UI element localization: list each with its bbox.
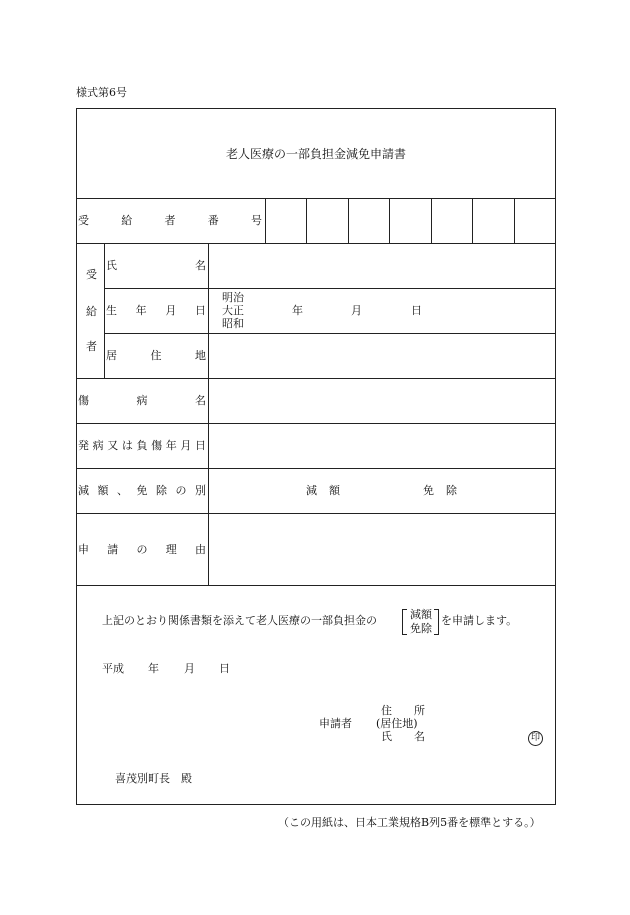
recipient-group-char: 受 xyxy=(86,268,97,281)
type-label: 減 額 、 免 除 の 別 xyxy=(78,484,206,497)
applicant-name-label: 氏 名 xyxy=(381,730,425,743)
number-cell-divider xyxy=(389,198,390,243)
row-divider xyxy=(104,333,556,334)
recipient-group-char: 給 xyxy=(86,305,97,318)
seal-mark-icon: 印 xyxy=(528,731,543,746)
addressee: 喜茂別町長 殿 xyxy=(115,772,192,785)
choice-exemption: 免除 xyxy=(410,622,432,635)
number-cell-divider xyxy=(265,198,266,243)
application-era: 平成 xyxy=(102,662,124,675)
row-divider xyxy=(76,513,556,514)
footnote: （この用紙は、日本工業規格B列5番を標準とする。） xyxy=(278,816,541,829)
address-label: 居 住 地 xyxy=(106,349,206,362)
number-cell-divider xyxy=(348,198,349,243)
row-divider xyxy=(76,198,556,199)
reason-label: 申 請 の 理 由 xyxy=(78,543,206,556)
recipient-group-char: 者 xyxy=(86,340,97,353)
form-table xyxy=(76,108,556,805)
birth-month-unit: 月 xyxy=(351,304,362,317)
era-option-showa: 昭和 xyxy=(222,317,244,330)
row-divider xyxy=(76,423,556,424)
era-option-meiji: 明治 xyxy=(222,291,244,304)
birthdate-label: 生 年 月 日 xyxy=(106,304,206,317)
application-day-unit: 日 xyxy=(219,662,230,675)
recipient-number-label: 受 給 者 番 号 xyxy=(78,214,262,227)
onset-date-label: 発 病 又 は 負 傷 年 月 日 xyxy=(78,439,206,452)
illness-label: 傷 病 名 xyxy=(78,394,206,407)
number-cell-divider xyxy=(306,198,307,243)
row-divider xyxy=(76,468,556,469)
type-option-reduction: 減 額 xyxy=(306,484,340,497)
era-option-taisho: 大正 xyxy=(222,304,244,317)
birth-day-unit: 日 xyxy=(411,304,422,317)
application-month-unit: 月 xyxy=(184,662,195,675)
row-divider xyxy=(76,378,556,379)
birth-year-unit: 年 xyxy=(292,304,303,317)
application-year-unit: 年 xyxy=(148,662,159,675)
row-divider xyxy=(104,288,556,289)
left-bracket xyxy=(402,609,407,635)
applicant-label: 申請者 xyxy=(319,717,352,730)
right-bracket xyxy=(434,609,439,635)
type-option-exemption: 免 除 xyxy=(423,484,457,497)
statement-text: 上記のとおり関係書類を添えて老人医療の一部負担金の xyxy=(102,614,377,627)
row-divider xyxy=(76,585,556,586)
number-cell-divider xyxy=(431,198,432,243)
recipient-group-divider xyxy=(104,243,105,378)
applicant-residence-label: (居住地) xyxy=(376,717,418,730)
label-column-divider xyxy=(208,243,209,585)
choice-reduction: 減額 xyxy=(410,608,432,621)
number-cell-divider xyxy=(472,198,473,243)
number-cell-divider xyxy=(514,198,515,243)
statement-tail: を申請します。 xyxy=(441,614,518,627)
form-title: 老人医療の一部負担金減免申請書 xyxy=(225,147,406,161)
applicant-address-label: 住 所 xyxy=(381,704,425,717)
form-number: 様式第6号 xyxy=(76,86,127,99)
name-label: 氏 名 xyxy=(106,259,206,272)
row-divider xyxy=(76,243,556,244)
